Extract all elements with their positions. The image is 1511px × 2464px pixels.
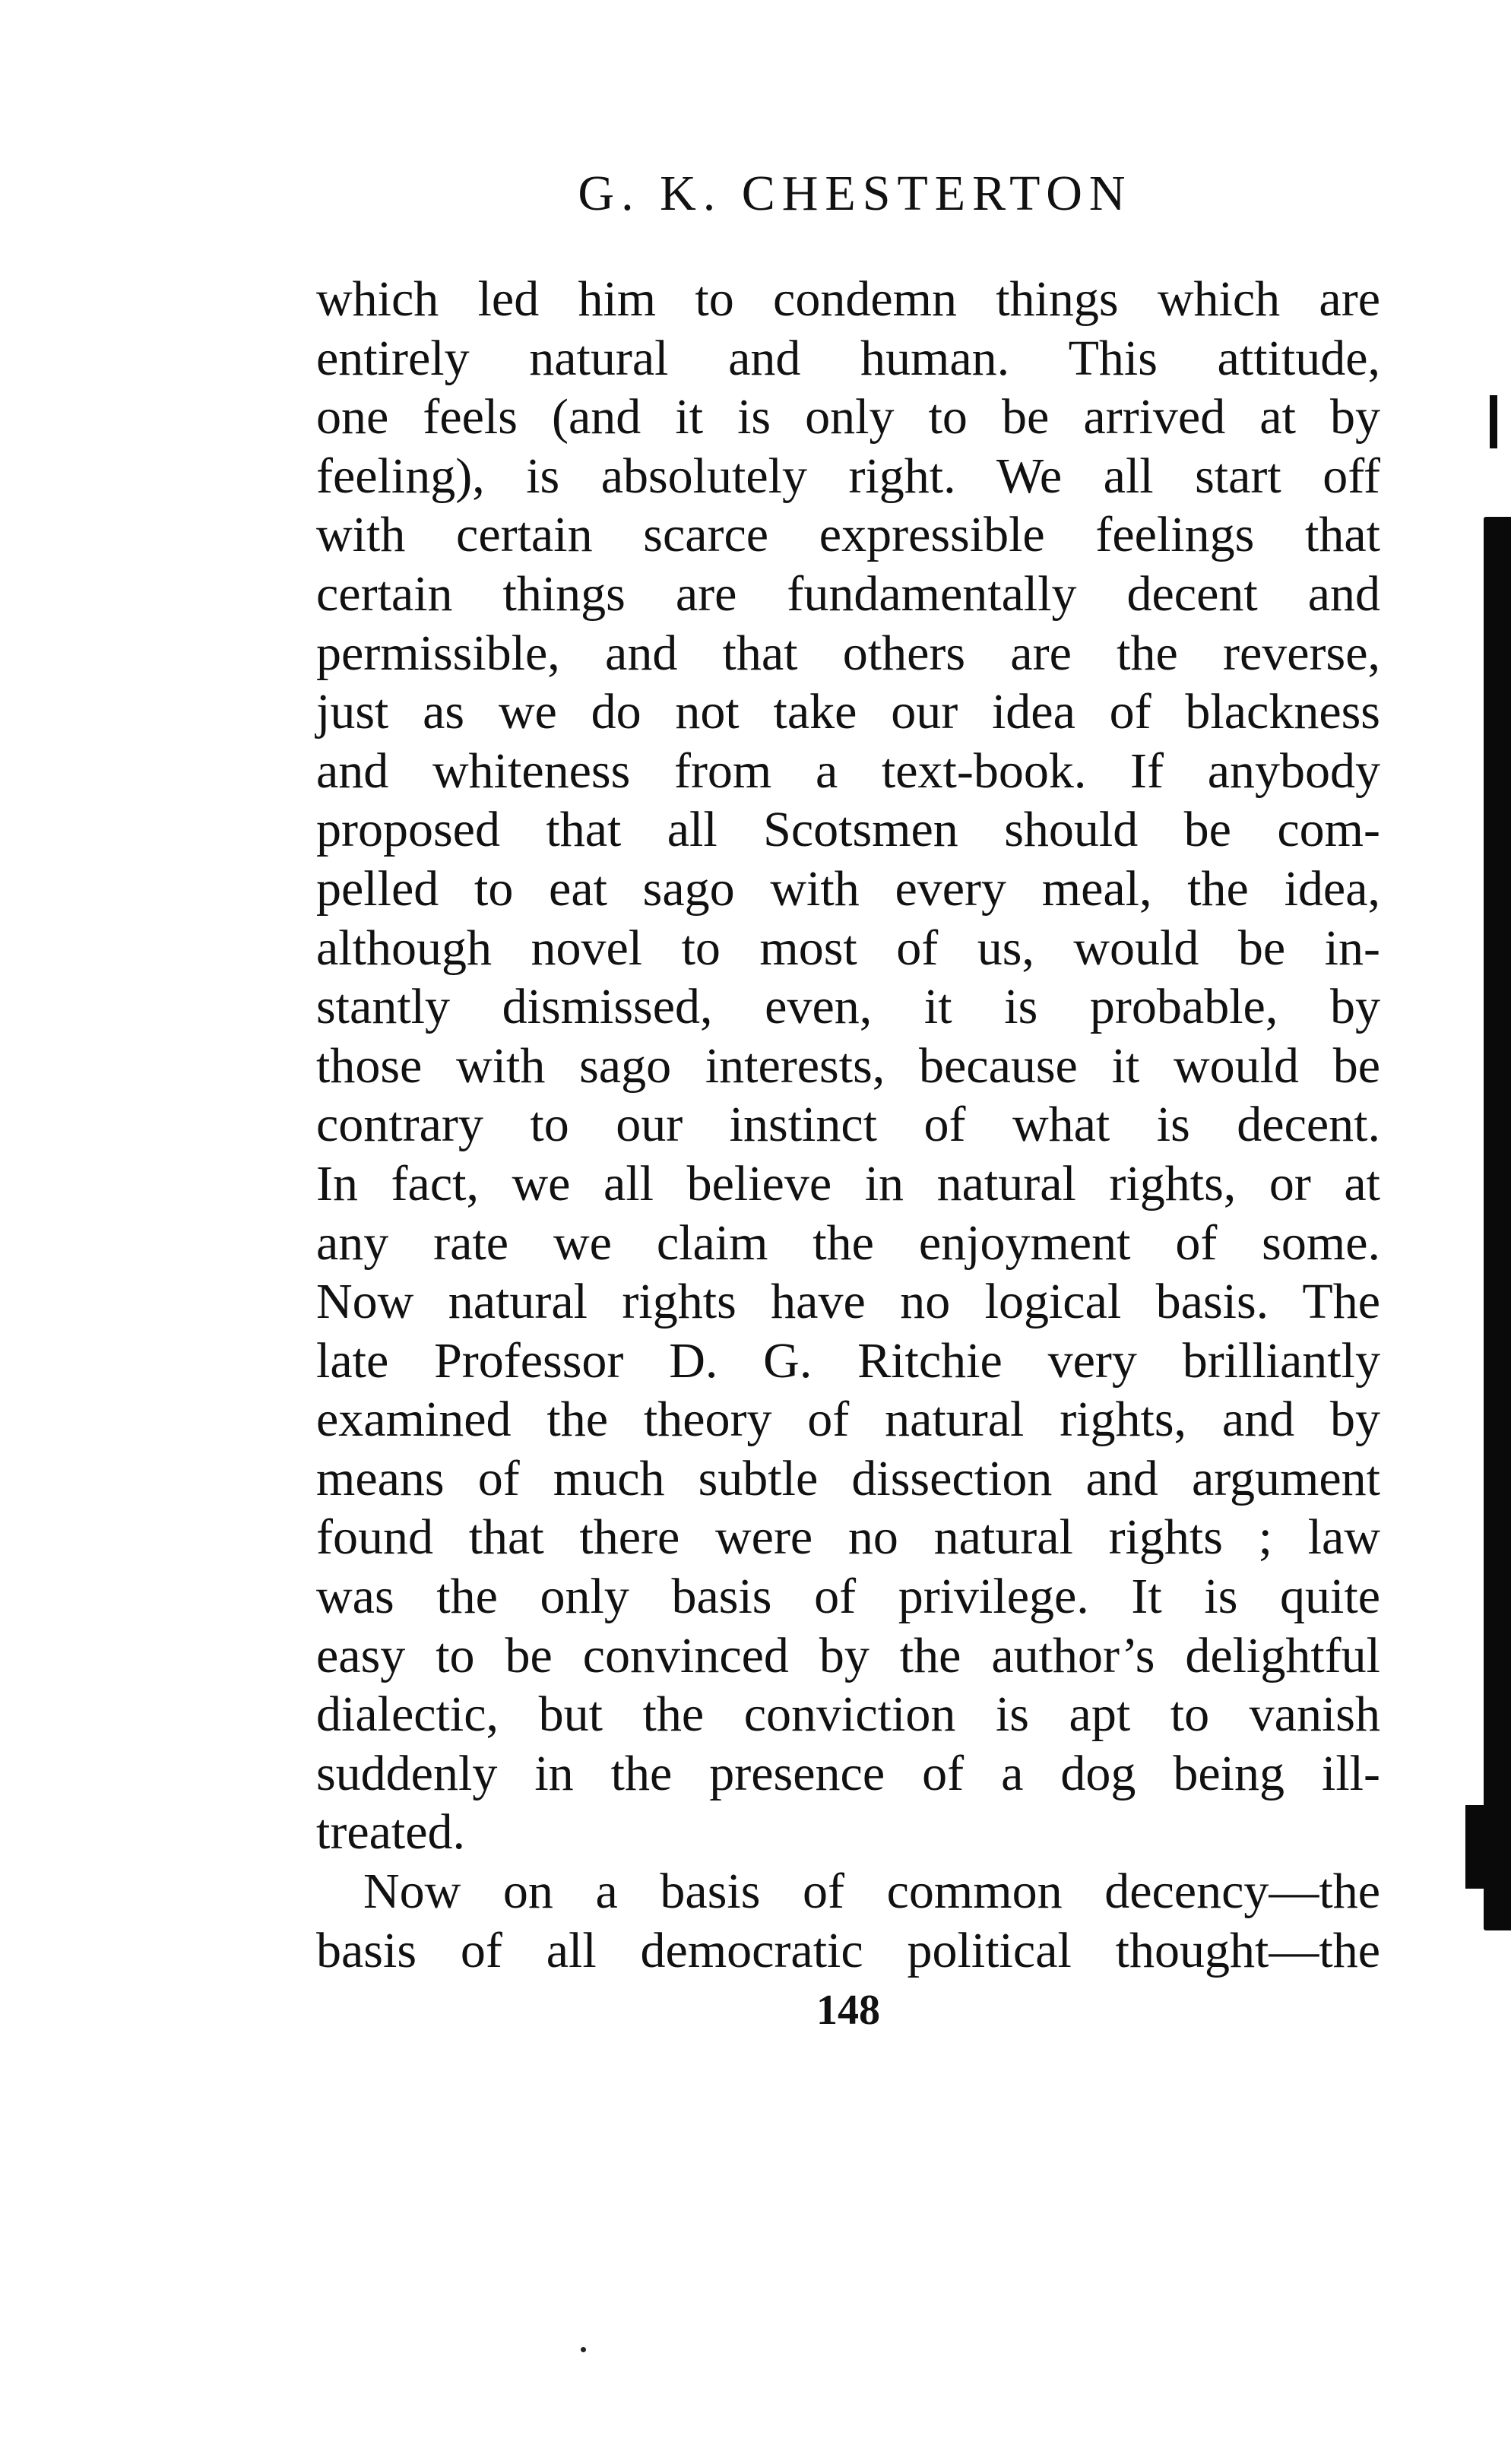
- running-head: G. K. CHESTERTON: [578, 166, 1132, 221]
- ink-speck: [581, 2347, 586, 2352]
- text-line: permissible, and that others are the reverse,: [316, 625, 1380, 681]
- paragraph-start-line: Now on a basis of common decency—the: [363, 1864, 1380, 1920]
- text-line: proposed that all Scotsmen should be com-: [316, 802, 1380, 858]
- page-number: 148: [816, 1987, 880, 2034]
- text-line: examined the theory of natural rights, and by: [316, 1392, 1380, 1448]
- text-line: pelled to eat sago with every meal, the idea,: [316, 860, 1380, 917]
- body-text: [316, 270, 1380, 1980]
- text-line: and whiteness from a text-book. If anybody: [316, 743, 1380, 799]
- text-line: feeling), is absolutely right. We all start off: [316, 448, 1380, 504]
- text-line: certain things are fundamentally decent and: [316, 565, 1380, 622]
- text-line: with certain scarce expressible feelings that: [316, 507, 1380, 563]
- text-line: which led him to condemn things which are: [316, 271, 1380, 327]
- text-line: means of much subtle dissection and argument: [316, 1450, 1380, 1506]
- text-line: entirely natural and human. This attitude,: [316, 330, 1380, 386]
- text-line: was the only basis of privilege. It is quite: [316, 1569, 1380, 1625]
- text-line: late Professor D. G. Ritchie very brilliantly: [316, 1332, 1380, 1389]
- text-line: found that there were no natural rights ; law: [316, 1509, 1380, 1566]
- text-line: although novel to most of us, would be in-: [316, 920, 1380, 976]
- text-line: treated.: [316, 1804, 466, 1861]
- page-edge-shadow: [1465, 1805, 1485, 1889]
- page-edge-shadow: [1490, 395, 1497, 448]
- text-line: dialectic, but the conviction is apt to vanish: [316, 1686, 1380, 1743]
- text-line: contrary to our instinct of what is decent.: [316, 1097, 1380, 1153]
- text-line: those with sago interests, because it would be: [316, 1037, 1380, 1094]
- text-line: easy to be convinced by the author’s delightful: [316, 1627, 1380, 1683]
- text-line: one feels (and it is only to be arrived at by: [316, 389, 1380, 445]
- text-line: any rate we claim the enjoyment of some.: [316, 1215, 1380, 1271]
- text-line: stantly dismissed, even, it is probable, by: [316, 979, 1380, 1035]
- text-line: In fact, we all believe in natural rights, or at: [316, 1155, 1380, 1211]
- text-line: just as we do not take our idea of blackness: [316, 684, 1380, 740]
- text-line: Now natural rights have no logical basis. The: [316, 1274, 1380, 1330]
- page-edge-shadow: [1484, 517, 1511, 1930]
- text-line: basis of all democratic political thought—the: [316, 1922, 1380, 1978]
- text-line: suddenly in the presence of a dog being ill-: [316, 1745, 1380, 1801]
